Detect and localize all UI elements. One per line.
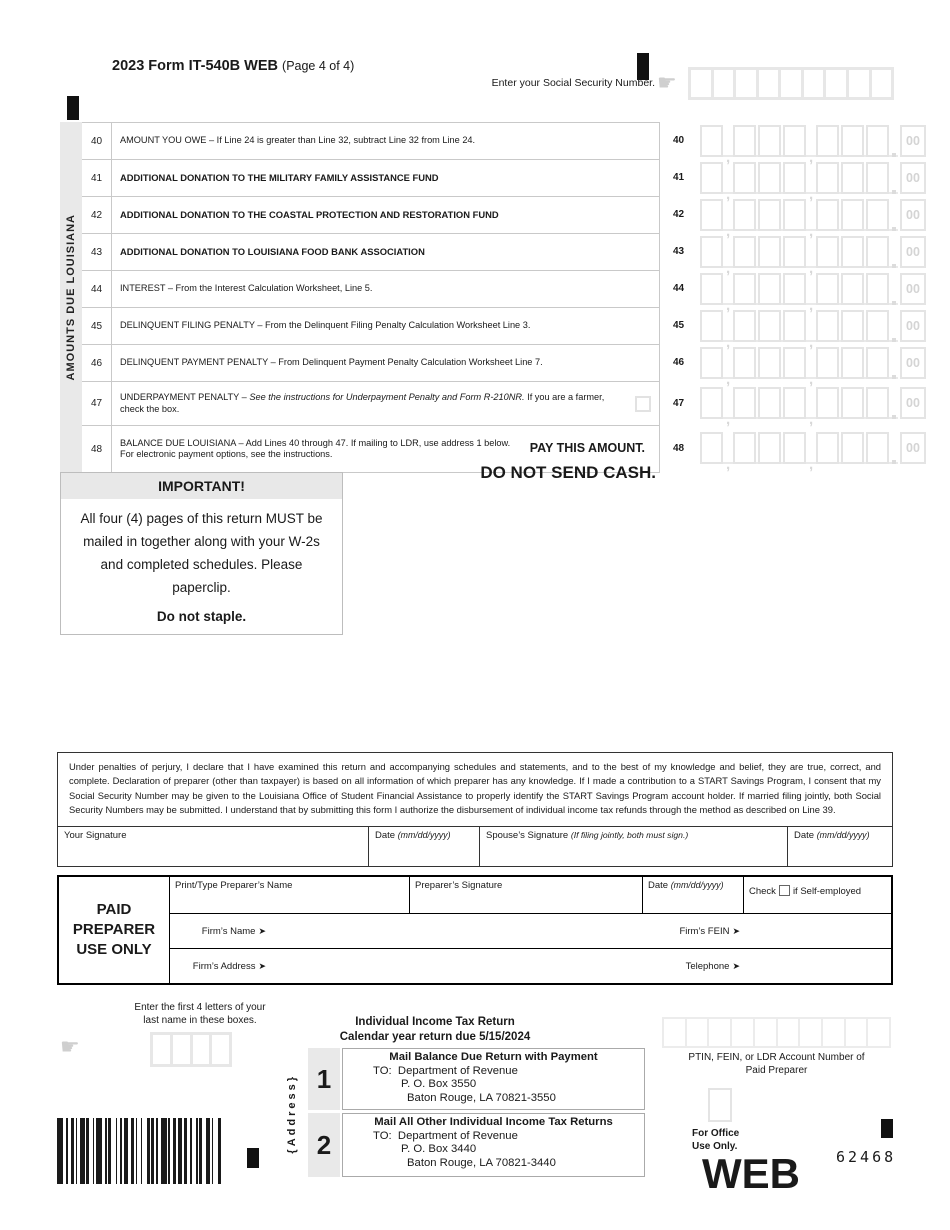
return-due-date: Calendar year return due 5/15/2024	[339, 1031, 531, 1043]
amount-digit-box[interactable]	[733, 273, 756, 305]
amount-digit-box[interactable]	[733, 432, 756, 464]
registration-mark	[637, 53, 649, 80]
signature-row	[58, 826, 892, 866]
amount-digit-box[interactable]	[783, 347, 806, 379]
amounts-due-sidebar	[60, 122, 82, 473]
registration-mark	[881, 1119, 893, 1138]
spouse-signature-note: (If filing jointly, both must sign.)	[570, 829, 689, 840]
comma-separator	[808, 432, 816, 464]
amounts-due-table	[60, 122, 660, 473]
web-label: WEB	[702, 1150, 800, 1197]
lastname-letter-box[interactable]	[193, 1035, 210, 1064]
cents-box: 00	[900, 273, 926, 305]
amount-digit-box[interactable]	[758, 310, 781, 342]
date-format: (mm/dd/yyyy)	[816, 829, 870, 840]
office-use-label: For Office Use Only.	[692, 1128, 740, 1152]
amount-digit-box[interactable]	[733, 236, 756, 268]
decimal-point	[891, 125, 898, 157]
comma-separator	[808, 387, 816, 419]
return-header	[300, 1015, 570, 1045]
arrow-icon: ➤	[258, 925, 266, 936]
cents-box: 00	[900, 432, 926, 464]
amount-digit-box[interactable]	[758, 125, 781, 157]
amount-digit-box[interactable]	[866, 432, 889, 464]
amount-digit-box[interactable]	[758, 387, 781, 419]
comma-separator	[725, 199, 733, 231]
ptin-digit-box[interactable]	[823, 1019, 844, 1046]
amount-digit-box[interactable]	[866, 347, 889, 379]
comma-separator	[808, 162, 816, 194]
comma-separator	[808, 310, 816, 342]
amount-digit-box[interactable]	[866, 236, 889, 268]
mailing-address-2	[308, 1113, 645, 1177]
decimal-point	[891, 387, 898, 419]
form-title-text: 2023 Form IT-540B WEB	[112, 58, 278, 74]
amount-digit-box[interactable]	[866, 310, 889, 342]
ssn-digit-box[interactable]	[826, 70, 846, 97]
ptin-digit-box[interactable]	[709, 1019, 730, 1046]
firms-name-label: Firm’s Name ➤	[201, 925, 266, 937]
date-label: Date	[375, 829, 396, 841]
preparer-name-field[interactable]: Print/Type Preparer’s Name	[170, 877, 410, 913]
sidebar-label: AMOUNTS DUE LOUISIANA	[65, 214, 77, 381]
line-description: ADDITIONAL DONATION TO THE COASTAL PROTECTION AND RESTORATION FUND	[120, 209, 499, 221]
firms-name-field[interactable]	[270, 914, 643, 948]
amount-digit-box[interactable]	[841, 432, 864, 464]
amount-digit-box[interactable]	[733, 347, 756, 379]
line-number: 42	[82, 197, 112, 233]
preparer-row-3	[170, 949, 891, 983]
line-description: ADDITIONAL DONATION TO LOUISIANA FOOD BANK ASSOCIATION	[120, 246, 425, 258]
comma-separator	[725, 236, 733, 268]
decimal-point	[891, 236, 898, 268]
do-not-send-cash-label: DO NOT SEND CASH.	[480, 463, 656, 482]
amount-digit-box[interactable]	[733, 310, 756, 342]
line-number: 40	[673, 135, 685, 146]
amount-digit-box[interactable]	[733, 387, 756, 419]
lastname-input-boxes[interactable]	[150, 1032, 232, 1067]
cents-box: 00	[900, 162, 926, 194]
your-signature-field[interactable]	[58, 827, 368, 866]
line-number: 43	[673, 246, 685, 257]
line-description: BALANCE DUE LOUISIANA – Add Lines 40 through 47. If mailing to LDR, use address 1 below. For electronic payment options, see the instructions.	[120, 437, 511, 459]
table-row-43	[82, 234, 659, 271]
amount-digit-box[interactable]	[783, 125, 806, 157]
address-po-box: P. O. Box 3440	[401, 1143, 477, 1156]
comma-separator	[808, 125, 816, 157]
line-number: 47	[82, 382, 112, 425]
your-signature-date-field[interactable]	[368, 827, 479, 866]
amount-digit-box[interactable]	[816, 310, 839, 342]
amount-row-43	[663, 233, 950, 270]
ptin-input-boxes[interactable]	[662, 1017, 891, 1048]
amount-digit-box[interactable]	[783, 162, 806, 194]
ptin-digit-box[interactable]	[755, 1019, 776, 1046]
amount-row-46	[663, 344, 950, 381]
amount-digit-box[interactable]	[783, 199, 806, 231]
lastname-letter-box[interactable]	[153, 1035, 170, 1064]
amount-digit-box[interactable]	[700, 432, 723, 464]
amount-digit-box[interactable]	[700, 273, 723, 305]
address-po-box: P. O. Box 3550	[401, 1078, 477, 1091]
cents-box: 00	[900, 387, 926, 419]
amount-digit-box[interactable]	[866, 273, 889, 305]
firms-fein-label: Firm’s FEIN ➤	[679, 925, 740, 937]
return-title: Individual Income Tax Return	[355, 1016, 515, 1028]
amount-digit-box[interactable]	[758, 162, 781, 194]
amount-digit-box[interactable]	[866, 199, 889, 231]
amount-row-41	[663, 159, 950, 196]
amount-digit-boxes-45[interactable]	[700, 310, 898, 342]
amount-digit-box[interactable]	[841, 199, 864, 231]
amount-digit-box[interactable]	[816, 347, 839, 379]
amount-row-47	[663, 381, 950, 425]
decimal-point	[891, 432, 898, 464]
table-rows	[82, 122, 660, 473]
amount-digit-box[interactable]	[758, 273, 781, 305]
pay-this-amount-label: PAY THIS AMOUNT.	[529, 441, 645, 456]
line-description: ADDITIONAL DONATION TO THE MILITARY FAMILY ASSISTANCE FUND	[120, 172, 439, 184]
ptin-label: PTIN, FEIN, or LDR Account Number of Paid Preparer	[688, 1052, 865, 1076]
line-number: 43	[82, 234, 112, 270]
spouse-signature-field[interactable]	[479, 827, 787, 866]
ptin-digit-box[interactable]	[868, 1019, 889, 1046]
amount-digit-box[interactable]	[816, 125, 839, 157]
table-row-40	[82, 123, 659, 160]
ssn-digit-box[interactable]	[714, 70, 734, 97]
decimal-point	[891, 347, 898, 379]
line-number: 40	[82, 123, 112, 159]
ssn-digit-box[interactable]	[872, 70, 892, 97]
amount-digit-box[interactable]	[758, 236, 781, 268]
lastname-instruction: Enter the first 4 letters of your last name in these boxes.	[134, 1002, 266, 1026]
line-number: 45	[673, 320, 685, 331]
amount-digit-box[interactable]	[758, 432, 781, 464]
firms-address-label: Firm’s Address ➤	[192, 960, 266, 972]
amount-digit-boxes-48[interactable]	[700, 432, 898, 464]
cents-box: 00	[900, 199, 926, 231]
amount-digit-box[interactable]	[841, 273, 864, 305]
ssn-digit-box[interactable]	[781, 70, 801, 97]
comma-separator	[725, 273, 733, 305]
table-row-47	[82, 382, 659, 426]
address-number: 2	[308, 1113, 340, 1177]
address-bracket-label: {Address}	[286, 1074, 298, 1154]
amount-digit-box[interactable]	[841, 387, 864, 419]
line-description: UNDERPAYMENT PENALTY – See the instructions for Underpayment Penalty and Form R-210NR. If you are a farmer, check the box.	[120, 392, 605, 414]
date-format: (mm/dd/yyyy)	[397, 829, 451, 840]
amount-digit-box[interactable]	[700, 162, 723, 194]
lastname-letter-box[interactable]	[212, 1035, 229, 1064]
comma-separator	[725, 162, 733, 194]
do-not-staple-label: Do not staple.	[156, 609, 247, 624]
amount-digit-box[interactable]	[758, 347, 781, 379]
amount-entry-column	[663, 122, 950, 471]
farmer-checkbox[interactable]	[635, 396, 651, 412]
address-number: 1	[308, 1048, 340, 1110]
date-label: Date	[794, 829, 815, 841]
line-number: 46	[673, 357, 685, 368]
pointing-hand-icon: ☛	[657, 70, 677, 95]
line-number: 45	[82, 308, 112, 344]
amount-digit-box[interactable]	[866, 125, 889, 157]
amount-digit-box[interactable]	[816, 162, 839, 194]
line-number: 44	[673, 283, 685, 294]
arrow-icon: ➤	[732, 925, 740, 936]
line-number: 48	[673, 442, 685, 454]
preparer-date-field[interactable]: Date (mm/dd/yyyy)	[643, 877, 744, 913]
amount-digit-boxes-41[interactable]	[700, 162, 898, 194]
amount-digit-box[interactable]	[816, 387, 839, 419]
address-title: Mail Balance Due Return with Payment	[389, 1051, 598, 1063]
table-row-45	[82, 308, 659, 345]
comma-separator	[725, 125, 733, 157]
amount-digit-box[interactable]	[700, 236, 723, 268]
amount-digit-box[interactable]	[733, 199, 756, 231]
mailing-address-1	[308, 1048, 645, 1110]
amount-digit-box[interactable]	[733, 125, 756, 157]
barcode-space	[221, 1118, 224, 1184]
address-city: Baton Rouge, LA 70821-3550	[407, 1091, 556, 1104]
amount-digit-boxes-47[interactable]	[700, 387, 898, 419]
comma-separator	[808, 199, 816, 231]
table-row-41	[82, 160, 659, 197]
ssn-digit-box[interactable]	[691, 70, 711, 97]
amount-digit-box[interactable]	[816, 236, 839, 268]
registration-mark	[247, 1148, 259, 1168]
amount-digit-box[interactable]	[700, 310, 723, 342]
barcode	[57, 1118, 225, 1184]
paid-preparer-section	[57, 875, 893, 985]
comma-separator	[725, 387, 733, 419]
amount-digit-box[interactable]	[816, 199, 839, 231]
ssn-digit-box[interactable]	[759, 70, 779, 97]
decimal-point	[891, 162, 898, 194]
comma-separator	[808, 236, 816, 268]
amount-digit-box[interactable]	[816, 273, 839, 305]
line-description: DELINQUENT FILING PENALTY – From the Delinquent Filing Penalty Calculation Worksheet Line 3.	[120, 320, 531, 331]
amount-digit-box[interactable]	[783, 432, 806, 464]
arrow-icon: ➤	[732, 960, 740, 971]
pointing-hand-icon: ☛	[60, 1034, 80, 1059]
self-employed-checkbox[interactable]	[779, 885, 790, 896]
ssn-label: Enter your Social Security Number.	[491, 77, 655, 89]
amount-digit-boxes-44[interactable]	[700, 273, 898, 305]
arrow-icon: ➤	[258, 960, 266, 971]
line-number: 41	[673, 172, 685, 183]
ssn-digit-box[interactable]	[849, 70, 869, 97]
amount-digit-boxes-46[interactable]	[700, 347, 898, 379]
preparer-row-1	[170, 877, 891, 914]
amount-digit-box[interactable]	[783, 273, 806, 305]
table-row-42	[82, 197, 659, 234]
address-city: Baton Rouge, LA 70821-3440	[407, 1156, 556, 1169]
decimal-point	[891, 199, 898, 231]
ssn-input-boxes[interactable]	[688, 67, 894, 100]
ptin-digit-box[interactable]	[687, 1019, 708, 1046]
table-row-44	[82, 271, 659, 308]
firms-address-field[interactable]	[270, 949, 643, 983]
form-page-number: (Page 4 of 4)	[282, 59, 355, 73]
amount-row-48	[663, 425, 950, 471]
paid-preparer-title: PAID PREPARER USE ONLY	[59, 877, 170, 983]
amount-digit-boxes-40[interactable]	[700, 125, 898, 157]
amount-digit-box[interactable]	[783, 387, 806, 419]
address-title: Mail All Other Individual Income Tax Returns	[374, 1116, 613, 1128]
amount-row-42	[663, 196, 950, 233]
form-number: 62468	[836, 1148, 897, 1166]
amount-digit-box[interactable]	[816, 432, 839, 464]
firms-fein-field[interactable]	[744, 914, 891, 948]
decimal-point	[891, 310, 898, 342]
amount-digit-box[interactable]	[841, 236, 864, 268]
amount-digit-box[interactable]	[758, 199, 781, 231]
office-use-box[interactable]	[708, 1088, 732, 1122]
amount-digit-box[interactable]	[700, 199, 723, 231]
important-notice-box	[60, 472, 343, 635]
ssn-digit-box[interactable]	[804, 70, 824, 97]
important-body: All four (4) pages of this return MUST be mailed in together along with your W-2s and completed schedules. Please paperclip.	[80, 511, 323, 595]
amount-digit-box[interactable]	[866, 387, 889, 419]
amount-row-40	[663, 122, 950, 159]
cents-box: 00	[900, 347, 926, 379]
amount-digit-box[interactable]	[733, 162, 756, 194]
amount-digit-box[interactable]	[783, 310, 806, 342]
telephone-label: Telephone ➤	[685, 960, 740, 972]
line-number: 44	[82, 271, 112, 307]
cents-box: 00	[900, 310, 926, 342]
declaration-section	[57, 752, 893, 867]
comma-separator	[808, 347, 816, 379]
amount-digit-box[interactable]	[700, 125, 723, 157]
ptin-digit-box[interactable]	[778, 1019, 799, 1046]
comma-separator	[725, 347, 733, 379]
address-to-line: TO: Department of Revenue	[373, 1129, 518, 1142]
ptin-digit-box[interactable]	[664, 1019, 685, 1046]
comma-separator	[725, 310, 733, 342]
line-number: 42	[673, 209, 685, 220]
telephone-field[interactable]	[744, 949, 891, 983]
table-row-46	[82, 345, 659, 382]
ptin-digit-box[interactable]	[846, 1019, 867, 1046]
line-number: 46	[82, 345, 112, 381]
comma-separator	[725, 432, 733, 464]
line-description: AMOUNT YOU OWE – If Line 24 is greater than Line 32, subtract Line 32 from Line 24.	[120, 135, 476, 146]
amount-digit-box[interactable]	[841, 125, 864, 157]
line-number: 47	[673, 397, 685, 409]
ptin-digit-box[interactable]	[732, 1019, 753, 1046]
address-to-line: TO: Department of Revenue	[373, 1064, 518, 1077]
ssn-digit-box[interactable]	[736, 70, 756, 97]
comma-separator	[808, 273, 816, 305]
cents-box: 00	[900, 125, 926, 157]
amount-row-45	[663, 307, 950, 344]
cents-box: 00	[900, 236, 926, 268]
perjury-declaration: Under penalties of perjury, I declare that I have examined this return and accompanying schedules and statements, and to the best of my knowledge and belief, they are true, correct, and complete. Declaration of preparer (other than taxpayer) is based on all information of which preparer has any knowledge. If I made a contribution to a START Savings Program, I consent that my Social Security Number may be given to the Louisiana Office of Student Financial Assistance to properly identify the START Savings Program account holder. If married filing jointly, both Social Security Numbers may be submitted. I understand that by submitting this form I authorize the disbursement of individual income tax refunds through the method as described on Line 39.	[69, 761, 881, 816]
spouse-signature-label: Spouse’s Signature	[486, 829, 569, 841]
your-signature-label: Your Signature	[64, 829, 127, 841]
amount-digit-boxes-43[interactable]	[700, 236, 898, 268]
self-employed-cell: Check if Self-employed	[749, 886, 862, 897]
preparer-signature-field[interactable]: Preparer’s Signature	[410, 877, 643, 913]
decimal-point	[891, 273, 898, 305]
page-title	[112, 58, 354, 74]
lastname-letter-box[interactable]	[173, 1035, 190, 1064]
registration-mark	[67, 96, 79, 120]
amount-digit-box[interactable]	[841, 347, 864, 379]
amount-digit-box[interactable]	[783, 236, 806, 268]
important-title: IMPORTANT!	[61, 473, 342, 499]
preparer-grid	[170, 877, 891, 983]
amount-digit-box[interactable]	[841, 162, 864, 194]
line-description: DELINQUENT PAYMENT PENALTY – From Delinquent Payment Penalty Calculation Worksheet Line 7.	[120, 357, 543, 368]
amount-digit-boxes-42[interactable]	[700, 199, 898, 231]
spouse-signature-date-field[interactable]	[787, 827, 892, 866]
line-description: INTEREST – From the Interest Calculation Worksheet, Line 5.	[120, 283, 373, 294]
amount-digit-box[interactable]	[866, 162, 889, 194]
amount-row-44	[663, 270, 950, 307]
amount-digit-box[interactable]	[700, 347, 723, 379]
line-number: 48	[82, 426, 112, 472]
line-number: 41	[82, 160, 112, 196]
preparer-row-2	[170, 914, 891, 949]
amount-digit-box[interactable]	[841, 310, 864, 342]
amount-digit-box[interactable]	[700, 387, 723, 419]
ptin-digit-box[interactable]	[800, 1019, 821, 1046]
